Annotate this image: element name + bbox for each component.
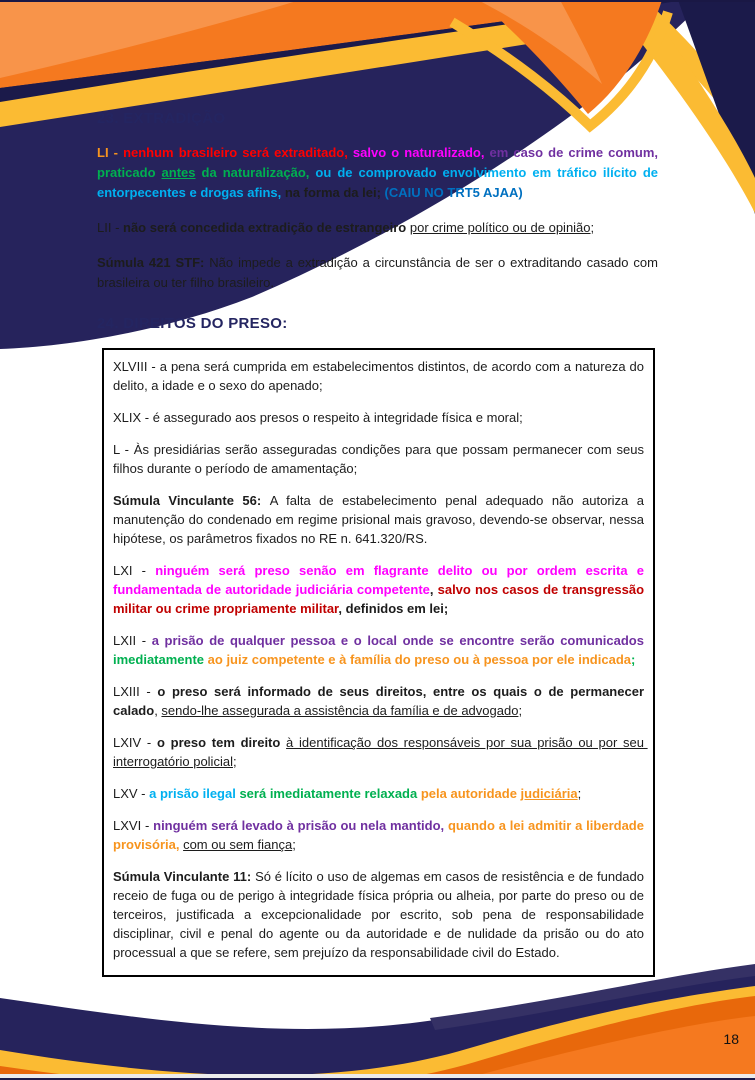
paragraph: Súmula Vinculante 11: Só é lícito o uso de algemas em casos de resistência e de fundado receio de fuga ou de perigo à integridade física própria ou alheia, por parte do preso ou de terceiros, justificada a excepcionalidade por escrito, sob pena de responsabilidade disciplinar, civil e penal do agente ou da autoridade e de nulidade da prisão ou do ato processual a que se refere, sem prejuízo da responsabilidade civil do Estado. (113, 869, 648, 960)
paragraph: Súmula Vinculante 56: A falta de estabelecimento penal adequado não autoriza a manutenção do condenado em regime prisional mais gravoso, devendo-se observar, nessa hipótese, os parâmetros fixados no RE n. 641.320/RS. (113, 493, 648, 546)
paragraph: LII - não será concedida extradição de estrangeiro por crime político ou de opinião; (97, 220, 595, 235)
page-content (97, 110, 662, 977)
paragraph: LXIV - o preso tem direito à identificação dos responsáveis por sua prisão ou por seu interrogatório policial; (113, 735, 648, 769)
paragraph: LXIII - o preso será informado de seus direitos, entre os quais o de permanecer calado, sendo-lhe assegurada a assistência da família e de advogado; (113, 684, 648, 718)
paragraph: LI - nenhum brasileiro será extraditado, salvo o naturalizado, em caso de crime comum, praticado antes da naturalização, ou de comprovado envolvimento em tráfico ilícito de entorpecentes e drogas afins, na forma da lei; (CAIU NO TRT5 AJAA) (97, 145, 662, 200)
paragraph: LXVI - ninguém será levado à prisão ou nela mantido, quando a lei admitir a liberdade provisória, com ou sem fiança; (113, 818, 648, 852)
top-edge-line (0, 0, 755, 2)
section-extradicao-body (97, 143, 662, 293)
section-heading-extradicao: 23. EXTRADIÇÃO (97, 110, 226, 127)
paragraph: L - Às presidiárias serão asseguradas condições para que possam permanecer com seus filhos durante o período de amamentação; (113, 442, 648, 476)
paragraph: LXV - a prisão ilegal será imediatamente relaxada pela autoridade judiciária; (113, 786, 582, 801)
paragraph: LXI - ninguém será preso senão em flagrante delito ou por ordem escrita e fundamentada de autoridade judiciária competente, salvo nos casos de transgressão militar ou crime propriamente militar, definidos em lei; (113, 563, 648, 616)
rights-box (102, 348, 655, 977)
rights-box-body (113, 357, 648, 962)
paragraph: XLIX - é assegurado aos presos o respeito à integridade física e moral; (113, 410, 523, 425)
section-heading-direitos: 24. DIREITOS DO PRESO: (97, 315, 288, 332)
paragraph: Súmula 421 STF: Não impede a extradição a circunstância de ser o extraditando casado com brasileira ou ter filho brasileiro. (97, 255, 662, 290)
page-number: 18 (723, 1031, 739, 1047)
paragraph: XLVIII - a pena será cumprida em estabelecimentos distintos, de acordo com a natureza do delito, a idade e o sexo do apenado; (113, 359, 648, 393)
paragraph: LXII - a prisão de qualquer pessoa e o local onde se encontre serão comunicados imediatamente ao juiz competente e à família do preso ou à pessoa por ele indicada; (113, 633, 648, 667)
